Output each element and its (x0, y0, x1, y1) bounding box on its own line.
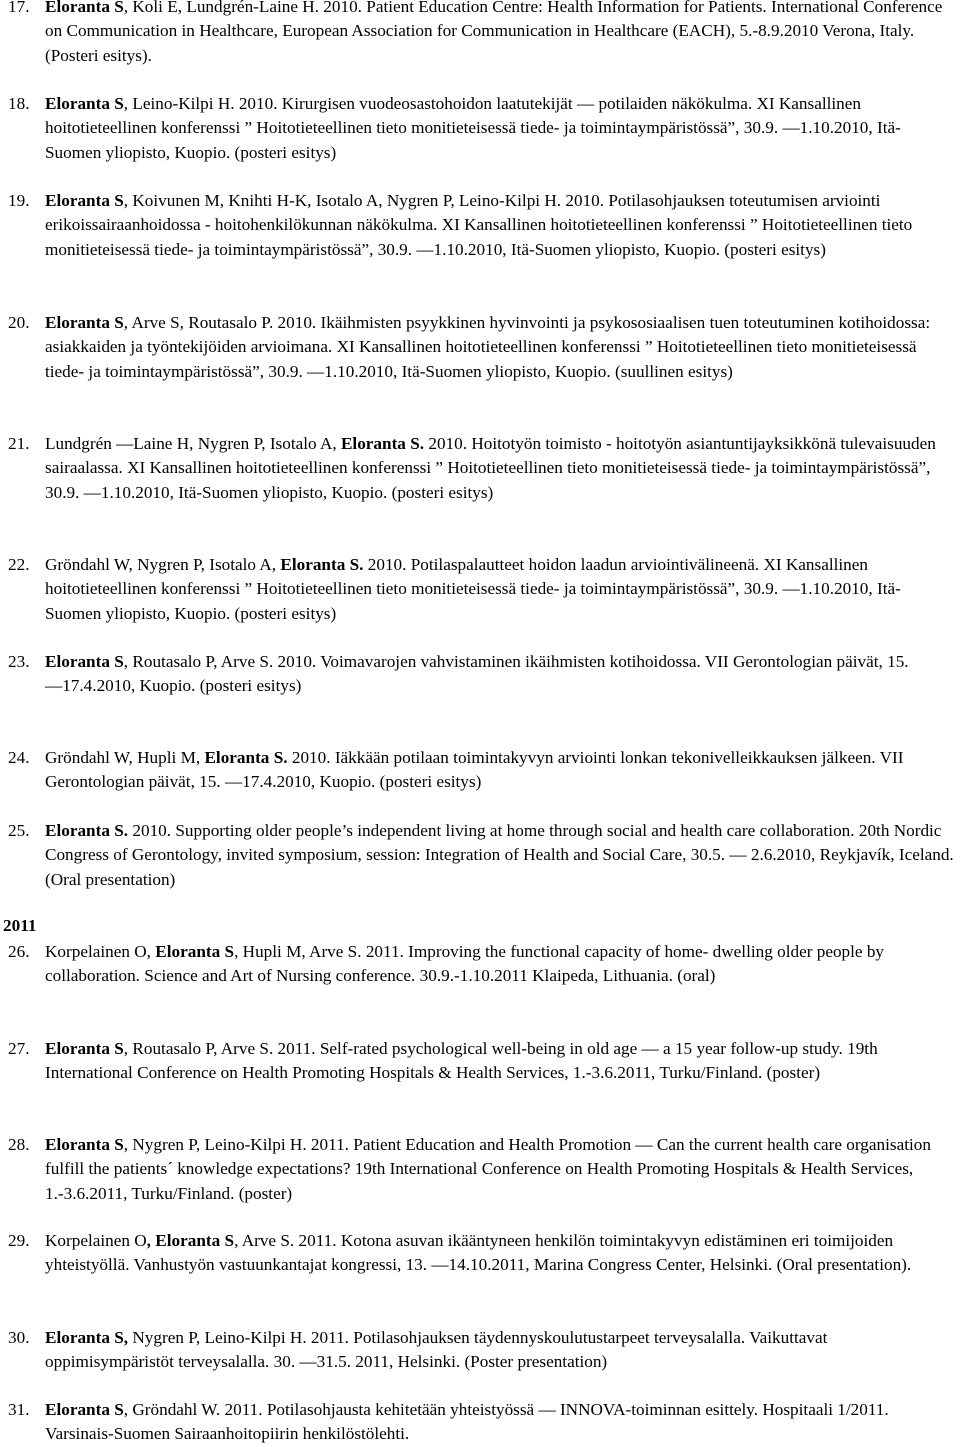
reference-17 (8, 0, 957, 68)
reference-text (45, 1039, 878, 1082)
reference-21 (8, 432, 957, 505)
reference-19 (8, 189, 957, 262)
author-bold: Eloranta S (45, 1039, 124, 1058)
authors-lead: Korpelainen O, (45, 942, 156, 961)
reference-27 (8, 1037, 957, 1086)
author-bold: Eloranta S (45, 191, 124, 210)
reference-body: , Koli E, Lundgrén-Laine H. 2010. Patient Education Centre: Health Information for Patients. International Conference on Communication in Healthcare, European Association for Communication in Healthcare (EACH), 5.-8.9.2010 Verona, Italy. (Posteri esitys). (45, 0, 943, 65)
reference-number: 20. (8, 313, 30, 332)
reference-20 (8, 311, 957, 384)
authors-lead: Gröndahl W, Hupli M, (45, 748, 205, 767)
reference-number: 25. (8, 821, 30, 840)
reference-number: 24. (8, 748, 30, 767)
author-bold: Eloranta S (155, 942, 235, 961)
reference-number: 31. (8, 1400, 30, 1419)
reference-25 (8, 819, 957, 892)
reference-text (45, 652, 909, 695)
reference-body: Nygren P, Leino-Kilpi H. 2011. Potilasohjauksen täydennyskoulutustarpeet terveysalalla. Vaikuttavat oppimisympäristöt terveysalalla. 30. ―31.5. 2011, Helsinki. (Poster presentation) (45, 1328, 828, 1372)
reference-body: , Hupli M, Arve S. 2011. Improving the functional capacity of home- dwelling older people by collaboration. Science and Art of Nursing conference. 30.9.-1.10.2011 Klaipeda, Lithuania. (oral) (45, 942, 885, 986)
reference-body: , Routasalo P, Arve S. 2010. Voimavarojen vahvistaminen ikäihmisten kotihoidossa. VII Gerontologian päivät, 15. ―17.4.2010, Kuopio. (posteri esitys) (45, 652, 909, 696)
reference-text (45, 0, 942, 65)
author-bold: Eloranta S (45, 1400, 124, 1419)
reference-22 (8, 553, 957, 626)
reference-30 (8, 1326, 957, 1375)
reference-number: 17. (8, 0, 30, 16)
reference-number: 19. (8, 191, 30, 210)
reference-23 (8, 650, 957, 699)
author-bold: Eloranta S (45, 313, 124, 332)
author-bold: Eloranta S (45, 0, 124, 16)
reference-body: , Arve S, Routasalo P. 2010. Ikäihmisten psyykkinen hyvinvointi ja psykososiaalisen tuen toteutuminen kotihoidossa: asiakkaiden ja työntekijöiden arvioimana. XI Kansallinen hoitotieteellinen konferenssi ” Hoitotieteellinen tieto monitieteisessä tiede- ja toimintaympäristössä”, 30.9. ―1.10.2010, Itä-Suomen yliopisto, Kuopio. (suullinen esitys) (45, 313, 931, 381)
reference-text (45, 1400, 889, 1443)
reference-text (45, 942, 884, 985)
reference-body: , Nygren P, Leino-Kilpi H. 2011. Patient Education and Health Promotion ― Can the current health care organisation fulfill the patients´ knowledge expectations? 19th International Conference on Health Promoting Hospitals & Health Services, 1.-3.6.2011, Turku/Finland. (poster) (45, 1135, 931, 1203)
author-bold: Eloranta S. (280, 555, 364, 574)
year-heading: 2011 (3, 916, 37, 935)
reference-body: , Leino-Kilpi H. 2010. Kirurgisen vuodeosastohoidon laatutekijät ― potilaiden näkökulma. XI Kansallinen hoitotieteellinen konferenssi ” Hoitotieteellinen tieto monitieteisessä tiede- ja toimintaympäristössä”, 30.9. ―1.10.2010, Itä-Suomen yliopisto, Kuopio. (posteri esitys) (45, 94, 901, 162)
authors-lead: Lundgrén ―Laine H, Nygren P, Isotalo A, (45, 434, 341, 453)
reference-29 (8, 1229, 957, 1278)
reference-number: 30. (8, 1328, 30, 1347)
reference-body: , Gröndahl W. 2011. Potilasohjausta kehitetään yhteistyössä ― INNOVA-toiminnan esittely. Hospitaali 1/2011. Varsinais-Suomen Sairaanhoitopiirin henkilöstölehti. (45, 1400, 889, 1444)
author-bold: Eloranta S. (45, 821, 129, 840)
reference-body: 2010. Iäkkään potilaan toimintakyvyn arviointi lonkan tekonivelleikkauksen jälkeen. VII Gerontologian päivät, 15. ―17.4.2010, Kuopio. (posteri esitys) (45, 748, 904, 792)
author-bold: Eloranta S, (45, 1328, 129, 1347)
reference-body: , Koivunen M, Knihti H-K, Isotalo A, Nygren P, Leino-Kilpi H. 2010. Potilasohjauksen toteutumisen arviointi erikoissairaanhoidossa - hoitohenkilökunnan näkökulma. XI Kansallinen hoitotieteellinen konferenssi ” Hoitotieteellinen tieto monitieteisessä tiede- ja toimintaympäristössä”, 30.9. ―1.10.2010, Itä-Suomen yliopisto, Kuopio. (posteri esitys) (45, 191, 913, 259)
reference-18 (8, 92, 957, 165)
reference-24 (8, 746, 957, 795)
reference-text (45, 821, 954, 889)
authors-lead: Korpelainen O (45, 1231, 147, 1250)
reference-body: , Arve S. 2011. Kotona asuvan ikääntyneen henkilön toimintakyvyn edistäminen eri toimijoiden yhteistyöllä. Vanhustyön vastuunkantajat kongressi, 13. ―14.10.2011, Marina Congress Center, Helsinki. (Oral presentation). (45, 1231, 912, 1275)
reference-number: 29. (8, 1231, 30, 1250)
author-bold: Eloranta S (45, 94, 124, 113)
reference-text (45, 191, 912, 259)
reference-number: 18. (8, 94, 30, 113)
reference-text (45, 94, 901, 162)
author-bold: Eloranta S (45, 652, 124, 671)
reference-text (45, 313, 930, 381)
reference-text (45, 434, 936, 502)
reference-number: 26. (8, 942, 30, 961)
reference-text (45, 1328, 827, 1371)
reference-26 (8, 940, 957, 989)
reference-number: 22. (8, 555, 30, 574)
reference-31 (8, 1398, 957, 1447)
reference-text (45, 1135, 931, 1203)
reference-body: 2010. Potilaspalautteet hoidon laadun arviointivälineenä. XI Kansallinen hoitotieteellinen konferenssi ” Hoitotieteellinen tieto monitieteisessä tiede- ja toimintaympäristössä”, 30.9. ―1.10.2010, Itä-Suomen yliopisto, Kuopio. (posteri esitys) (45, 555, 901, 623)
author-bold: Eloranta S. (340, 434, 425, 453)
reference-body: , Routasalo P, Arve S. 2011. Self-rated psychological well-being in old age ― a 15 year follow-up study. 19th International Conference on Health Promoting Hospitals & Health Services, 1.-3.6.2011, Turku/Finland. (poster) (45, 1039, 878, 1083)
reference-text (45, 1231, 911, 1274)
author-bold: Eloranta S. (204, 748, 288, 767)
reference-text (45, 555, 901, 623)
reference-number: 21. (8, 434, 30, 453)
reference-number: 23. (8, 652, 30, 671)
reference-body: 2010. Supporting older people’s independent living at home through social and health care collaboration. 20th Nordic Congress of Gerontology, invited symposium, session: Integration of Health and Social Care, 30.5. ― 2.6.2010, Reykjavík, Iceland. (Oral presentation) (45, 821, 954, 889)
author-bold: , Eloranta S (146, 1231, 235, 1250)
authors-lead: Gröndahl W, Nygren P, Isotalo A, (45, 555, 281, 574)
reference-body: 2010. Hoitotyön toimisto - hoitotyön asiantuntijayksikkönä tulevaisuuden sairaalassa. XI Kansallinen hoitotieteellinen konferenssi ” Hoitotieteellinen tieto monitieteisessä tiede- ja toimintaympäristössä”, 30.9. ―1.10.2010, Itä-Suomen yliopisto, Kuopio. (posteri esitys) (45, 434, 936, 502)
reference-text (45, 748, 903, 791)
author-bold: Eloranta S (45, 1135, 124, 1154)
reference-number: 27. (8, 1039, 30, 1058)
reference-28 (8, 1133, 957, 1206)
reference-number: 28. (8, 1135, 30, 1154)
